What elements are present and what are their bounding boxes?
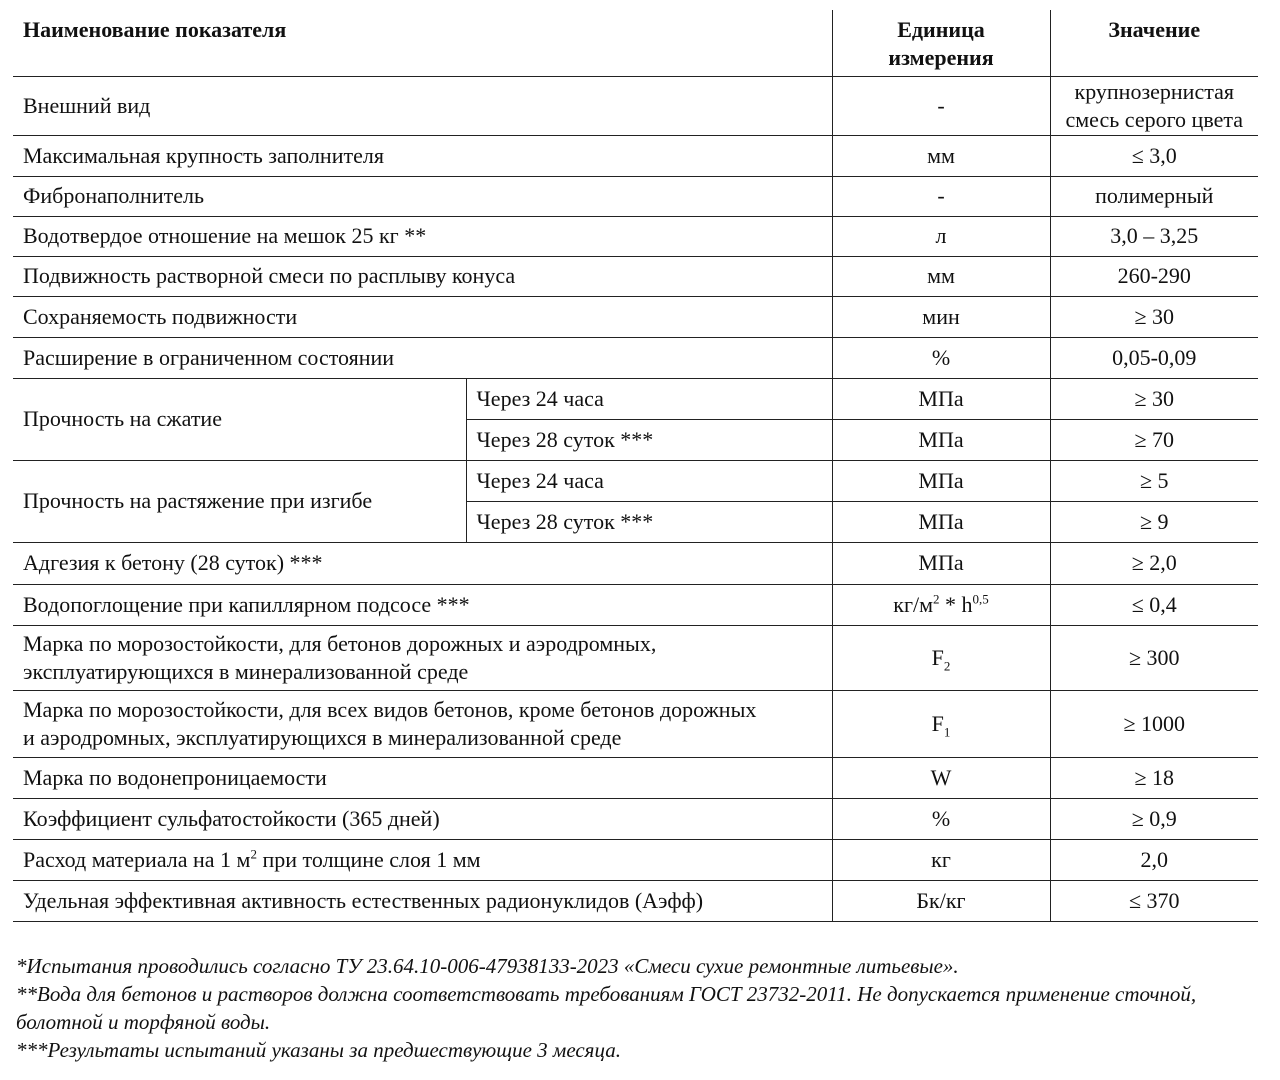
spec-table — [13, 10, 1258, 922]
footnote-2: **Вода для бетонов и растворов должна соответствовать требованиям ГОСТ 23732-2011. Не допускается применение сточной, болотной и торфяной воды. — [16, 982, 1197, 1034]
row-value: 2,0 — [1050, 839, 1258, 880]
row-value: ≤ 3,0 — [1050, 135, 1258, 176]
row-unit: МПа — [832, 501, 1050, 542]
row-value: 3,0 – 3,25 — [1050, 216, 1258, 256]
row-name: Прочность на сжатие — [13, 378, 466, 460]
row-name: Водотвердое отношение на мешок 25 кг ** — [13, 216, 832, 256]
table-row — [13, 798, 1258, 839]
table-row — [13, 296, 1258, 337]
row-unit: л — [832, 216, 1050, 256]
row-unit: % — [832, 798, 1050, 839]
table-row — [13, 584, 1258, 625]
row-unit: мм — [832, 256, 1050, 296]
row-unit: МПа — [832, 419, 1050, 460]
table-row — [13, 216, 1258, 256]
row-unit: % — [832, 337, 1050, 378]
row-value: ≥ 18 — [1050, 757, 1258, 798]
row-name: Водопоглощение при капиллярном подсосе *** — [13, 584, 832, 625]
row-value: ≥ 1000 — [1050, 690, 1258, 757]
row-name: Внешний вид — [13, 76, 832, 135]
table-row — [13, 337, 1258, 378]
row-name: Марка по морозостойкости, для бетонов дорожных и аэродромных, эксплуатирующихся в минерализованной среде — [13, 625, 832, 690]
row-value: ≤ 370 — [1050, 880, 1258, 921]
table-row — [13, 76, 1258, 135]
table-row — [13, 757, 1258, 798]
row-name: Марка по морозостойкости, для всех видов бетонов, кроме бетонов дорожных и аэродромных, эксплуатирующихся в минерализованной среде — [13, 690, 832, 757]
table-row — [13, 542, 1258, 584]
spec-table-wrapper — [13, 10, 1258, 922]
row-unit: кг — [832, 839, 1050, 880]
table-row — [13, 839, 1258, 880]
table-row — [13, 135, 1258, 176]
row-value: ≤ 0,4 — [1050, 584, 1258, 625]
row-value: 260-290 — [1050, 256, 1258, 296]
row-value: ≥ 70 — [1050, 419, 1258, 460]
table-row — [13, 460, 1258, 501]
row-name: Максимальная крупность заполнителя — [13, 135, 832, 176]
row-name: Сохраняемость подвижности — [13, 296, 832, 337]
table-row — [13, 256, 1258, 296]
row-value: ≥ 30 — [1050, 378, 1258, 419]
row-unit: Бк/кг — [832, 880, 1050, 921]
table-row — [13, 625, 1258, 690]
row-unit: - — [832, 76, 1050, 135]
header-row — [13, 10, 1258, 76]
row-name: Расход материала на 1 $м^2$ при толщине слоя 1 мм — [13, 839, 832, 880]
row-name: Подвижность растворной смеси по расплыву конуса — [13, 256, 832, 296]
row-name: Удельная эффективная активность естественных радионуклидов (Аэфф) — [13, 880, 832, 921]
row-unit: $F_1$ — [832, 690, 1050, 757]
row-value: ≥ 300 — [1050, 625, 1258, 690]
row-sub-label: Через 28 суток *** — [466, 501, 832, 542]
row-unit: мин — [832, 296, 1050, 337]
header-value: Значение — [1050, 10, 1258, 76]
row-value: 0,05-0,09 — [1050, 337, 1258, 378]
row-unit: - — [832, 176, 1050, 216]
row-value: ≥ 5 — [1050, 460, 1258, 501]
footnote-3: ***Результаты испытаний указаны за предшествующие 3 месяца. — [16, 1038, 621, 1062]
row-value: полимерный — [1050, 176, 1258, 216]
footnotes — [16, 952, 1271, 1064]
row-value: крупнозернистая смесь серого цвета — [1050, 76, 1258, 135]
row-unit: $кг/м^2 * h^{0,5}$ — [832, 584, 1050, 625]
footnote-1: *Испытания проводились согласно ТУ 23.64.10-006-47938133-2023 «Смеси сухие ремонтные литьевые». — [16, 954, 959, 978]
table-row — [13, 176, 1258, 216]
row-sub-label: Через 28 суток *** — [466, 419, 832, 460]
row-name: Адгезия к бетону (28 суток) *** — [13, 542, 832, 584]
row-unit: МПа — [832, 378, 1050, 419]
header-unit: Единица измерения — [832, 10, 1050, 76]
row-name: Коэффициент сульфатостойкости (365 дней) — [13, 798, 832, 839]
row-value: ≥ 30 — [1050, 296, 1258, 337]
row-value: ≥ 0,9 — [1050, 798, 1258, 839]
row-name: Прочность на растяжение при изгибе — [13, 460, 466, 542]
row-sub-label: Через 24 часа — [466, 378, 832, 419]
header-name: Наименование показателя — [13, 10, 832, 76]
row-name: Фибронаполнитель — [13, 176, 832, 216]
row-unit: $F_2$ — [832, 625, 1050, 690]
table-row — [13, 880, 1258, 921]
row-unit: W — [832, 757, 1050, 798]
row-name: Марка по водонепроницаемости — [13, 757, 832, 798]
table-row — [13, 690, 1258, 757]
row-value: ≥ 9 — [1050, 501, 1258, 542]
table-row — [13, 378, 1258, 419]
row-sub-label: Через 24 часа — [466, 460, 832, 501]
row-unit: мм — [832, 135, 1050, 176]
row-value: ≥ 2,0 — [1050, 542, 1258, 584]
row-unit: МПа — [832, 460, 1050, 501]
row-unit: МПа — [832, 542, 1050, 584]
row-name: Расширение в ограниченном состоянии — [13, 337, 832, 378]
